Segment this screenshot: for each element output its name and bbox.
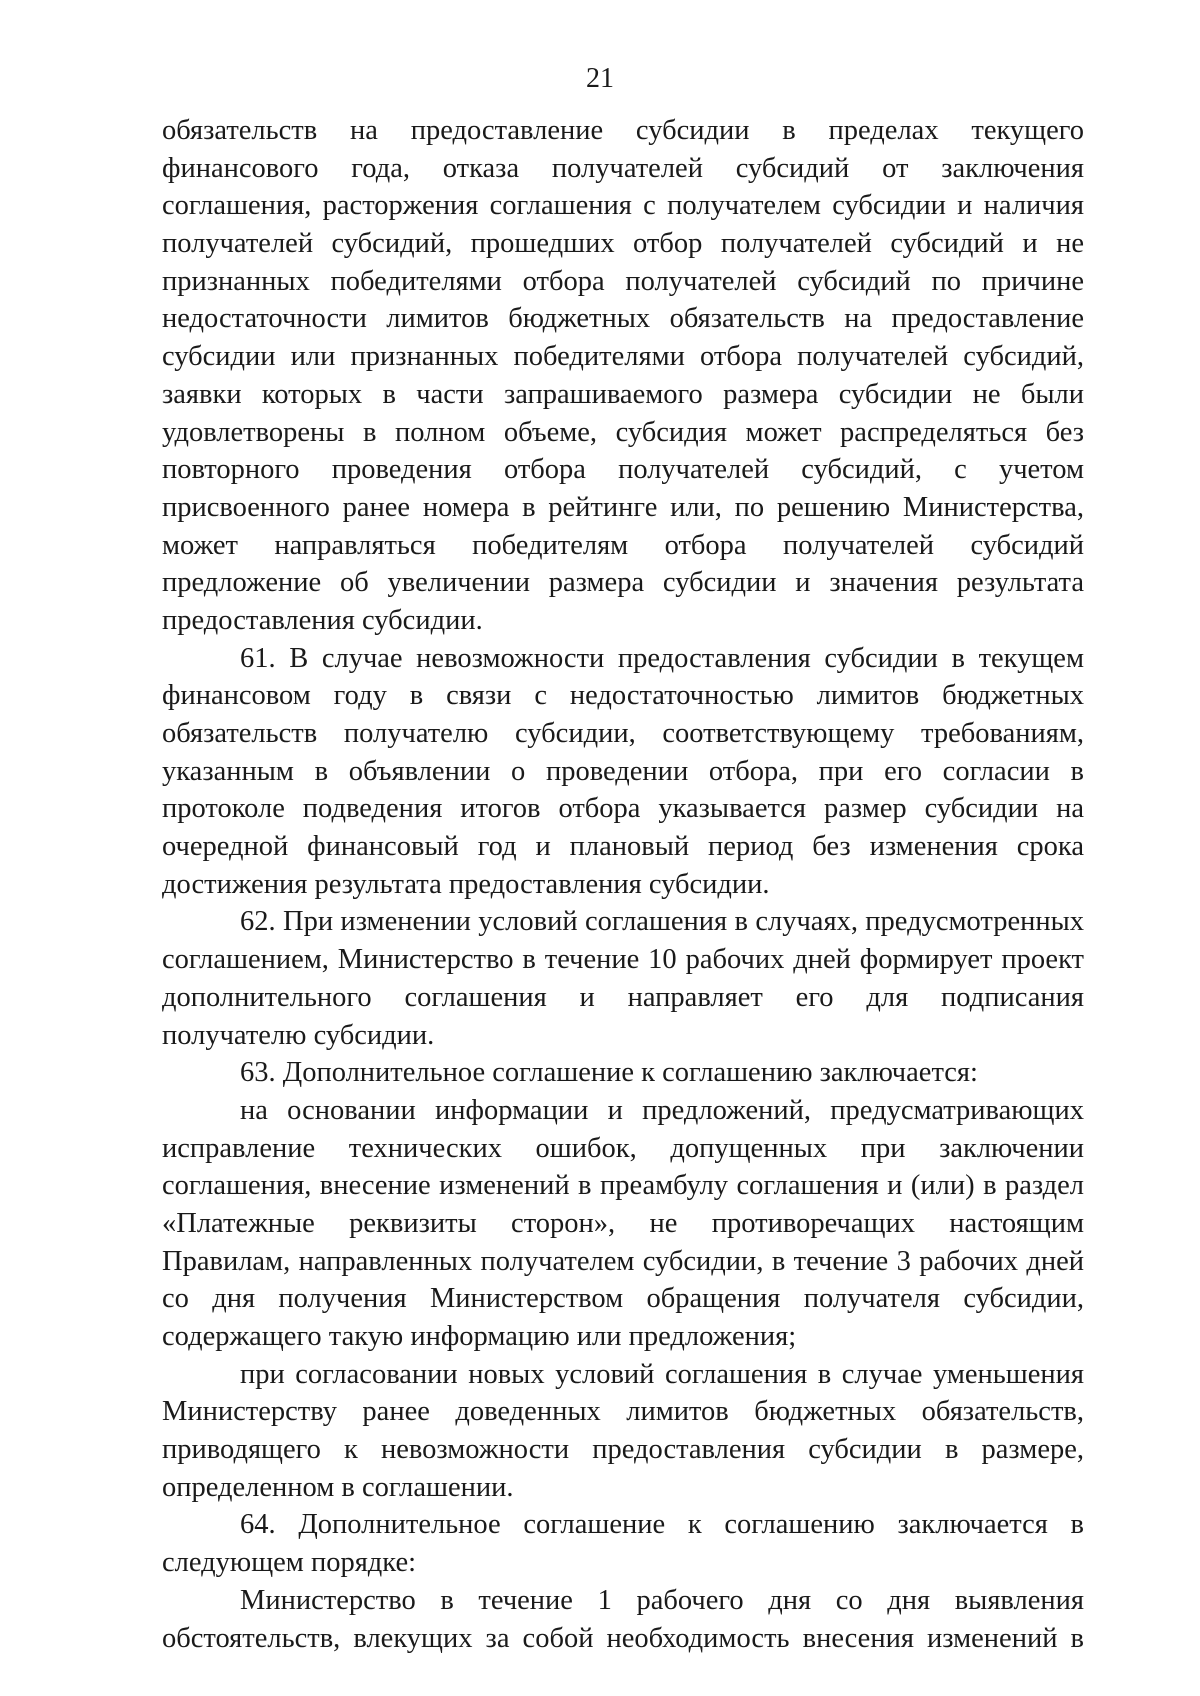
text-line: получателю субсидии. bbox=[162, 1019, 435, 1051]
text-line: очередной финансовый год и плановый период без изменения срока bbox=[162, 831, 1084, 863]
text-line: может направляться победителям отбора получателей субсидий bbox=[162, 529, 1084, 561]
text-line: Правилам, направленных получателем субсидии, в течение 3 рабочих дней bbox=[162, 1245, 1084, 1277]
text-line: определенном в соглашении. bbox=[162, 1471, 514, 1503]
text-line: соглашением, Министерство в течение 10 рабочих дней формирует проект bbox=[162, 944, 1084, 976]
text-line: финансовом году в связи с недостаточностью лимитов бюджетных bbox=[162, 680, 1084, 712]
text-line: Министерство в течение 1 рабочего дня со дня выявления bbox=[240, 1584, 1084, 1616]
text-line: соглашения, расторжения соглашения с получателем субсидии и наличия bbox=[162, 190, 1084, 222]
text-line: достижения результата предоставления субсидии. bbox=[162, 868, 770, 900]
text-line: обязательств получателю субсидии, соответствующему требованиям, bbox=[162, 718, 1084, 749]
text-line: соглашения, внесение изменений в преамбулу соглашения и (или) в раздел bbox=[162, 1170, 1084, 1202]
text-line: протоколе подведения итогов отбора указывается размер субсидии на bbox=[162, 793, 1084, 825]
text-line: 64. Дополнительное соглашение к соглашению заключается в bbox=[240, 1509, 1084, 1541]
text-line: обстоятельств, влекущих за собой необходимость внесения изменений в bbox=[162, 1622, 1084, 1654]
text-line: приводящего к невозможности предоставления субсидии в размере, bbox=[162, 1434, 1084, 1466]
text-line: признанных победителями отбора получателей субсидий по причине bbox=[162, 265, 1084, 297]
text-line: повторного проведения отбора получателей субсидий, с учетом bbox=[162, 454, 1084, 486]
text-line: удовлетворены в полном объеме, субсидия может распределяться без bbox=[162, 416, 1084, 448]
document-body bbox=[162, 112, 1084, 1657]
text-line: присвоенного ранее номера в рейтинге или, по решению Министерства, bbox=[162, 491, 1084, 523]
text-line: заявки которых в части запрашиваемого размера субсидии не были bbox=[162, 378, 1084, 410]
text-line: при согласовании новых условий соглашения в случае уменьшения bbox=[240, 1358, 1084, 1390]
text-line: получателей субсидий, прошедших отбор получателей субсидий и не bbox=[162, 228, 1084, 260]
text-line: недостаточности лимитов бюджетных обязательств на предоставление bbox=[162, 303, 1084, 335]
text-line: 61. В случае невозможности предоставления субсидии в текущем bbox=[240, 642, 1084, 674]
text-line: 63. Дополнительное соглашение к соглашению заключается: bbox=[240, 1057, 978, 1089]
text-line: «Платежные реквизиты сторон», не противоречащих настоящим bbox=[162, 1207, 1084, 1239]
text-line: на основании информации и предложений, предусматривающих bbox=[240, 1094, 1084, 1126]
text-line: со дня получения Министерством обращения получателя субсидии, bbox=[162, 1283, 1084, 1315]
text-line: субсидии или признанных победителями отбора получателей субсидий, bbox=[162, 341, 1084, 373]
text-line: следующем порядке: bbox=[162, 1547, 417, 1579]
text-line: содержащего такую информацию или предложения; bbox=[162, 1321, 797, 1352]
text-line: дополнительного соглашения и направляет его для подписания bbox=[162, 981, 1084, 1013]
text-line: обязательств на предоставление субсидии в пределах текущего bbox=[162, 115, 1084, 146]
text-line: 62. При изменении условий соглашения в случаях, предусмотренных bbox=[240, 906, 1084, 938]
text-line: Министерству ранее доведенных лимитов бюджетных обязательств, bbox=[162, 1396, 1084, 1428]
text-line: финансового года, отказа получателей субсидий от заключения bbox=[162, 152, 1084, 184]
text-line: указанным в объявлении о проведении отбора, при его согласии в bbox=[162, 755, 1084, 787]
page-number: 21 bbox=[586, 63, 614, 94]
text-line: предоставления субсидии. bbox=[162, 604, 483, 636]
text-line: исправление технических ошибок, допущенных при заключении bbox=[162, 1132, 1084, 1164]
text-line: предложение об увеличении размера субсидии и значения результата bbox=[162, 567, 1084, 599]
